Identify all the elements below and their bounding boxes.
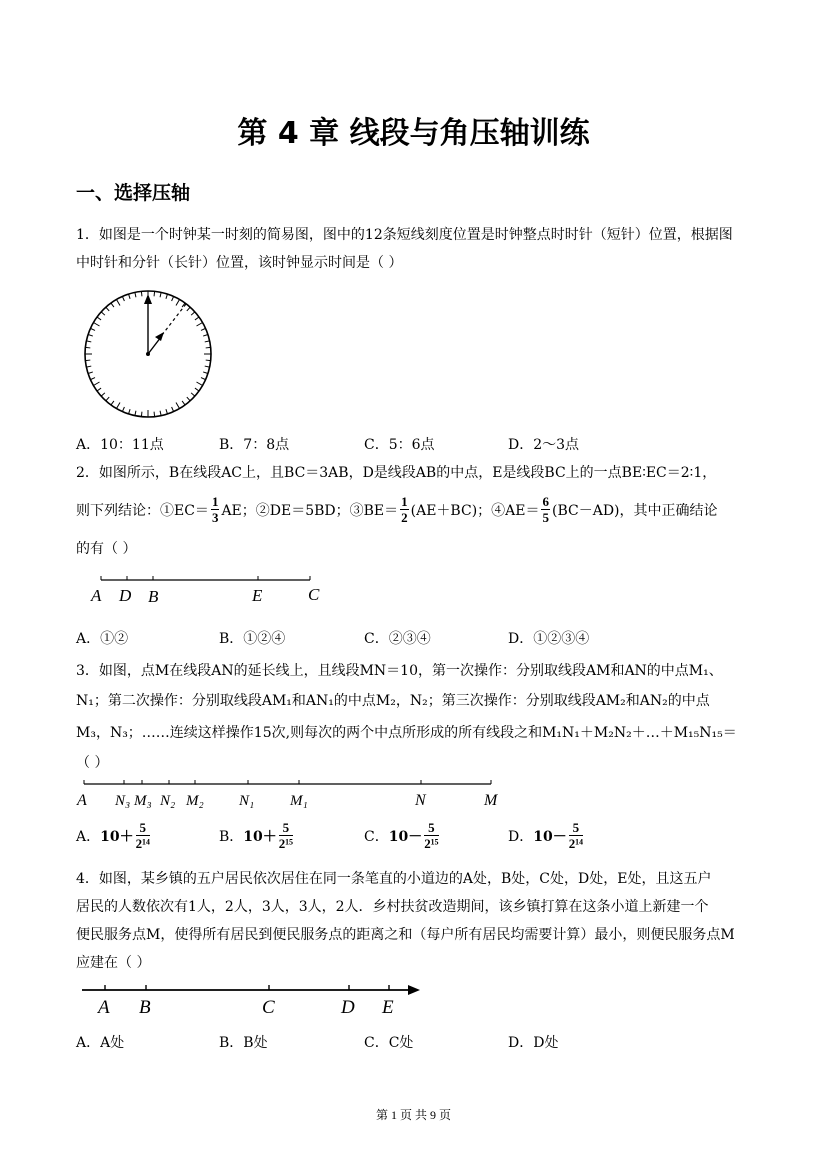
clock-tick bbox=[176, 299, 180, 305]
clock-tick bbox=[88, 372, 93, 374]
clock-tick bbox=[203, 335, 208, 337]
q3-label-n1: N₁ bbox=[239, 793, 255, 809]
q3-option-a-num: 5 bbox=[136, 820, 150, 836]
q2-label-d: D bbox=[119, 586, 132, 605]
q3-option-d[interactable] bbox=[508, 820, 585, 851]
q3-text-line4: （ ） bbox=[76, 755, 109, 771]
clock-tick bbox=[206, 360, 211, 361]
q1-option-b[interactable]: B．7：8点 bbox=[219, 437, 290, 453]
clock-tick bbox=[141, 291, 142, 296]
q4-text-line3: 便民服务点M，使得所有居民到便民服务点的距离之和（每户所有居民均需要计算）最小，则便民服务点M bbox=[76, 927, 735, 943]
clock-tick bbox=[195, 317, 199, 320]
clock-tick bbox=[172, 407, 174, 412]
q2-frac1-den: 3 bbox=[211, 510, 219, 525]
clock-tick bbox=[122, 296, 124, 301]
clock-tick bbox=[85, 360, 90, 361]
q4-text-line1: 4．如图，某乡镇的五户居民依次居住在同一条笔直的小道边的A处，B处，C处，D处，E处，且这五户 bbox=[76, 871, 712, 887]
q2-line2-part1: 则下列结论：①EC＝ bbox=[76, 502, 209, 519]
q3-label-m3: M₃ bbox=[134, 793, 152, 809]
clock-tick bbox=[129, 294, 131, 299]
q3-option-b[interactable] bbox=[219, 820, 295, 851]
q3-segment-figure bbox=[74, 776, 514, 810]
clock-tick bbox=[129, 409, 131, 414]
q3-text-line2: N₁；第二次操作：分别取线段AM₁和AN₁的中点M₂，N₂；第三次操作：分别取线段AM₂和AN₂的中点 bbox=[76, 693, 710, 709]
clock-tick bbox=[106, 397, 109, 401]
q4-text-line4: 应建在（ ） bbox=[76, 955, 151, 971]
q2-text-line1: 2．如图所示，B在线段AC上，且BC＝3AB，D是线段AB的中点，E是线段BC上的一点BE∶EC＝2∶1， bbox=[76, 465, 717, 481]
clock-center bbox=[146, 352, 150, 356]
q1-text-line2: 中时针和分针（长针）位置，该时钟显示时间是（ ） bbox=[76, 255, 403, 271]
q2-fraction-2 bbox=[400, 494, 409, 525]
q3-option-b-den: 2¹⁵ bbox=[278, 836, 294, 851]
clock-tick bbox=[160, 411, 161, 416]
q2-segment-figure bbox=[84, 572, 334, 608]
q2-frac3-den: 5 bbox=[542, 510, 549, 525]
clock-tick bbox=[201, 328, 206, 330]
clock-tick bbox=[85, 347, 90, 348]
clock-tick bbox=[205, 341, 210, 342]
q2-option-b[interactable]: B．①②④ bbox=[219, 631, 286, 647]
q3-label-n3: N₃ bbox=[115, 793, 131, 809]
clock-tick bbox=[191, 312, 195, 315]
q3-label-a: A bbox=[77, 792, 87, 809]
q4-label-e: E bbox=[382, 997, 394, 1018]
clock-tick bbox=[187, 307, 190, 311]
q3-option-a-lead: 10＋ bbox=[100, 828, 134, 845]
q3-option-c-num: 5 bbox=[424, 820, 438, 836]
q3-text-line1: 3．如图，点M在线段AN的延长线上，且线段MN＝10，第一次操作：分别取线段AM和AN的中点M₁、 bbox=[76, 663, 723, 679]
clock-tick bbox=[90, 378, 95, 380]
clock-tick bbox=[203, 372, 208, 374]
q3-option-a-den: 2¹⁴ bbox=[135, 836, 150, 851]
q2-line2-part4: (BC－AD)，其中正确结论 bbox=[551, 502, 718, 519]
q2-frac1-num: 1 bbox=[211, 494, 219, 509]
q4-arrow-head bbox=[408, 985, 420, 995]
clock-tick bbox=[191, 393, 195, 396]
q3-label-m2: M₂ bbox=[186, 793, 204, 809]
q2-frac2-num: 1 bbox=[401, 494, 408, 509]
q3-option-c-den: 2¹⁵ bbox=[424, 836, 439, 851]
clock-dashed-extension bbox=[162, 304, 186, 335]
clock-tick bbox=[122, 407, 124, 412]
q3-label-n: N bbox=[415, 792, 426, 809]
q3-label-n2: N₂ bbox=[160, 793, 176, 809]
clock-tick bbox=[154, 412, 155, 417]
q1-option-a[interactable]: A．10：11点 bbox=[76, 437, 164, 453]
q2-fraction-1 bbox=[211, 494, 220, 525]
clock-tick bbox=[88, 335, 93, 337]
q3-option-b-prefix: B． bbox=[219, 828, 244, 845]
q3-option-d-prefix: D． bbox=[508, 828, 534, 845]
clock-tick bbox=[101, 312, 105, 315]
q2-label-a: A bbox=[91, 586, 102, 605]
clock-tick bbox=[97, 317, 101, 320]
q4-option-b[interactable]: B．B处 bbox=[219, 1035, 268, 1051]
q3-option-a-prefix: A． bbox=[76, 828, 101, 845]
q2-fraction-3 bbox=[541, 494, 550, 525]
q4-option-d[interactable]: D．D处 bbox=[508, 1035, 559, 1051]
clock-tick bbox=[201, 378, 206, 380]
page-title: 第 4 章 线段与角压轴训练 bbox=[237, 116, 590, 151]
clock-tick bbox=[101, 393, 105, 396]
q2-line2-part3: (AE＋BC)；④AE＝ bbox=[410, 502, 540, 519]
clock-tick bbox=[176, 402, 180, 408]
q3-option-d-lead: 10－ bbox=[533, 828, 567, 845]
q4-label-a: A bbox=[98, 997, 110, 1018]
clock-tick bbox=[196, 382, 202, 386]
clock-figure bbox=[78, 285, 218, 425]
q3-option-a[interactable] bbox=[76, 820, 152, 851]
q3-label-m1: M₁ bbox=[290, 793, 308, 809]
q3-option-b-lead: 10＋ bbox=[243, 828, 277, 845]
q1-text-line1: 1．如图是一个时钟某一时刻的简易图，图中的12条短线刻度位置是时钟整点时时针（短针）位置，根据图 bbox=[76, 227, 733, 243]
clock-tick bbox=[86, 341, 91, 342]
section-heading: 一、选择压轴 bbox=[76, 182, 191, 204]
clock-tick bbox=[117, 299, 121, 305]
q3-label-m: M bbox=[484, 792, 498, 809]
q2-line2-part2: AE；②DE＝5BD；③BE＝ bbox=[221, 502, 399, 519]
q4-option-c[interactable]: C．C处 bbox=[364, 1035, 414, 1051]
q3-option-b-num: 5 bbox=[279, 820, 293, 836]
q2-label-e: E bbox=[252, 586, 263, 605]
q1-option-c[interactable]: C．5：6点 bbox=[364, 437, 435, 453]
clock-hour-hand-arrow bbox=[144, 294, 152, 304]
q2-frac2-den: 2 bbox=[401, 510, 408, 525]
q2-frac3-num: 6 bbox=[542, 494, 549, 509]
clock-tick bbox=[166, 409, 168, 414]
clock-tick bbox=[90, 328, 95, 330]
q3-text-line3: M₃，N₃；……连续这样操作15次,则每次的两个中点所形成的所有线段之和M₁N₁＋M₂N₂＋…＋M₁₅N₁₅＝ bbox=[76, 725, 737, 741]
clock-tick bbox=[86, 366, 91, 367]
q3-option-d-den: 2¹⁴ bbox=[568, 836, 584, 851]
page-footer: 第 1 页 共 9 页 bbox=[375, 1108, 451, 1122]
q4-road-figure bbox=[74, 980, 424, 1020]
q2-text-line3: 的有（ ） bbox=[76, 541, 137, 557]
q2-label-b: B bbox=[148, 587, 159, 606]
clock-tick bbox=[166, 294, 168, 299]
q4-label-b: B bbox=[139, 997, 151, 1018]
clock-tick bbox=[97, 388, 101, 391]
q2-option-c[interactable]: C．②③④ bbox=[364, 631, 431, 647]
clock-tick bbox=[135, 292, 136, 297]
clock-tick bbox=[187, 397, 190, 401]
clock-tick bbox=[106, 307, 109, 311]
q4-label-d: D bbox=[341, 997, 355, 1018]
q3-option-c-lead: 10－ bbox=[388, 828, 423, 845]
q4-option-a[interactable]: A．A处 bbox=[76, 1035, 125, 1051]
q2-text-line2 bbox=[76, 494, 718, 525]
q4-text-line2: 居民的人数依次有1人，2人，3人，3人，2人．乡村扶贫改造期间，该乡镇打算在这条小道上新建一个 bbox=[76, 899, 709, 915]
clock-tick bbox=[172, 296, 174, 301]
clock-tick bbox=[117, 402, 121, 408]
q2-label-c: C bbox=[308, 585, 320, 604]
q4-label-c: C bbox=[262, 997, 275, 1018]
clock-tick bbox=[154, 291, 155, 296]
clock-tick bbox=[111, 303, 114, 307]
q1-option-d[interactable]: D．2～3点 bbox=[508, 437, 580, 453]
q3-option-c-prefix: C． bbox=[364, 828, 389, 845]
clock-tick bbox=[196, 323, 202, 327]
clock-tick bbox=[205, 366, 210, 367]
clock-tick bbox=[206, 347, 211, 348]
q3-option-c[interactable] bbox=[364, 820, 441, 851]
q3-option-d-num: 5 bbox=[569, 820, 583, 836]
clock-tick bbox=[160, 292, 161, 297]
q2-option-a[interactable]: A．①② bbox=[76, 631, 129, 647]
clock-tick bbox=[141, 412, 142, 417]
clock-tick bbox=[111, 401, 114, 405]
clock-tick bbox=[93, 323, 99, 327]
clock-tick bbox=[135, 411, 136, 416]
clock-tick bbox=[93, 382, 99, 386]
clock-tick bbox=[182, 401, 185, 405]
clock-tick bbox=[195, 388, 199, 391]
q2-option-d[interactable]: D．①②③④ bbox=[508, 631, 590, 647]
